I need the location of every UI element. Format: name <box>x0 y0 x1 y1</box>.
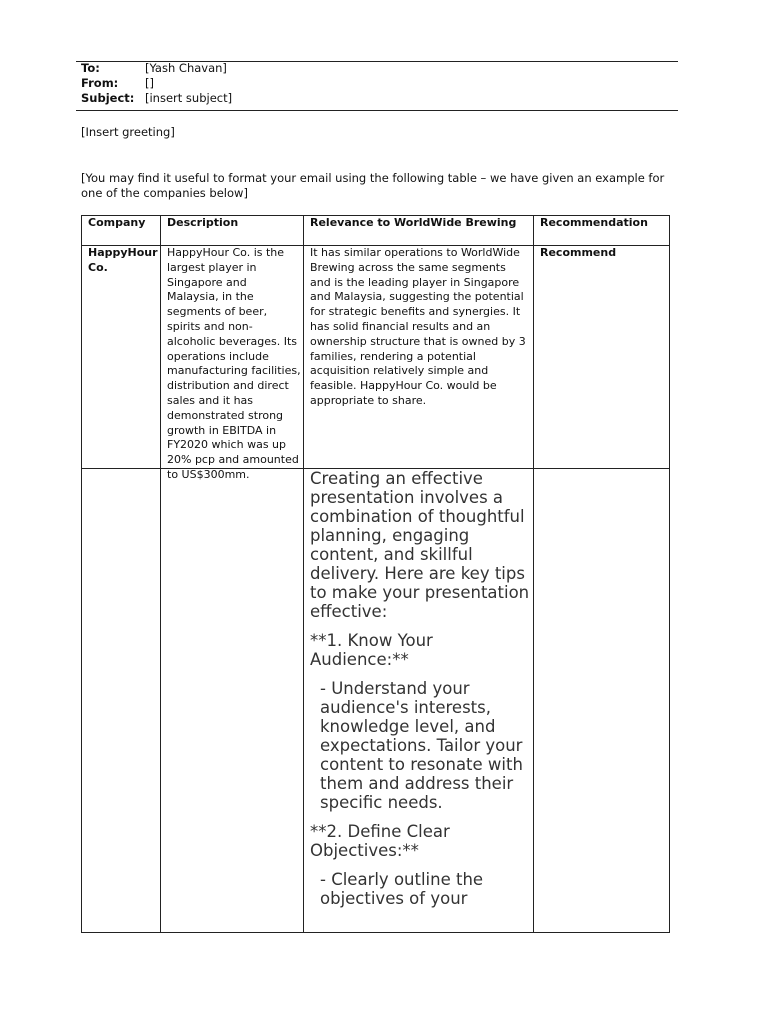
col-divider-2 <box>303 216 304 932</box>
tips-intro: Creating an effective presentation involves a combination of thoughtful planning, engaging content, and skillful delivery. Here are key tips to make your presentation effective: <box>310 469 530 621</box>
tip-1-heading: **1. Know Your Audience:** <box>310 631 433 669</box>
relevance-cell[interactable]: It has similar operations to WorldWide Brewing across the same segments and is the leading player in Singapore and Malaysia, suggesting the potential for strategic benefits and synergies. It has solid financial results and an ownership structure that is owned by 3 families, rendering a potential acquisition relatively simple and feasible. HappyHour Co. would be appropriate to share. <box>310 246 526 407</box>
col-divider-1 <box>160 216 161 932</box>
tip-2-body: - Clearly outline the objectives of your <box>320 870 484 908</box>
company-table <box>81 215 670 933</box>
company-cell[interactable]: HappyHour Co. <box>88 246 158 274</box>
from-value[interactable]: [] <box>145 76 154 90</box>
col-header-description: Description <box>167 216 239 229</box>
from-label: From: <box>81 76 119 90</box>
presentation-tips-text[interactable] <box>310 469 532 918</box>
tip-1-body: - Understand your audience's interests, knowledge level, and expectations. Tailor your content to resonate with them and address their specific needs. <box>320 679 523 812</box>
subject-value[interactable]: [insert subject] <box>145 91 233 105</box>
subject-label: Subject: <box>81 91 135 105</box>
col-header-relevance: Relevance to WorldWide Brewing <box>310 216 517 229</box>
to-value[interactable]: [Yash Chavan] <box>145 61 227 75</box>
description-cell[interactable]: HappyHour Co. is the largest player in Singapore and Malaysia, in the segments of beer, spirits and non-alcoholic beverages. Its operations include manufacturing facilities, distribution and direct sales and it has demonstrated strong growth in EBITDA in FY2020 which was up 20% pcp and amounted to US$300mm. <box>167 246 301 481</box>
recommendation-cell[interactable]: Recommend <box>540 246 617 259</box>
col-divider-3 <box>533 216 534 932</box>
header-bottom-rule <box>76 110 678 111</box>
col-header-recommendation: Recommendation <box>540 216 648 229</box>
intro-text[interactable]: [You may find it useful to format your email using the following table – we have given an example for one of the companies below] <box>81 171 665 200</box>
col-header-company: Company <box>88 216 146 229</box>
to-label: To: <box>81 61 100 75</box>
tip-2-heading: **2. Define Clear Objectives:** <box>310 822 450 860</box>
greeting-text[interactable]: [Insert greeting] <box>81 125 175 139</box>
